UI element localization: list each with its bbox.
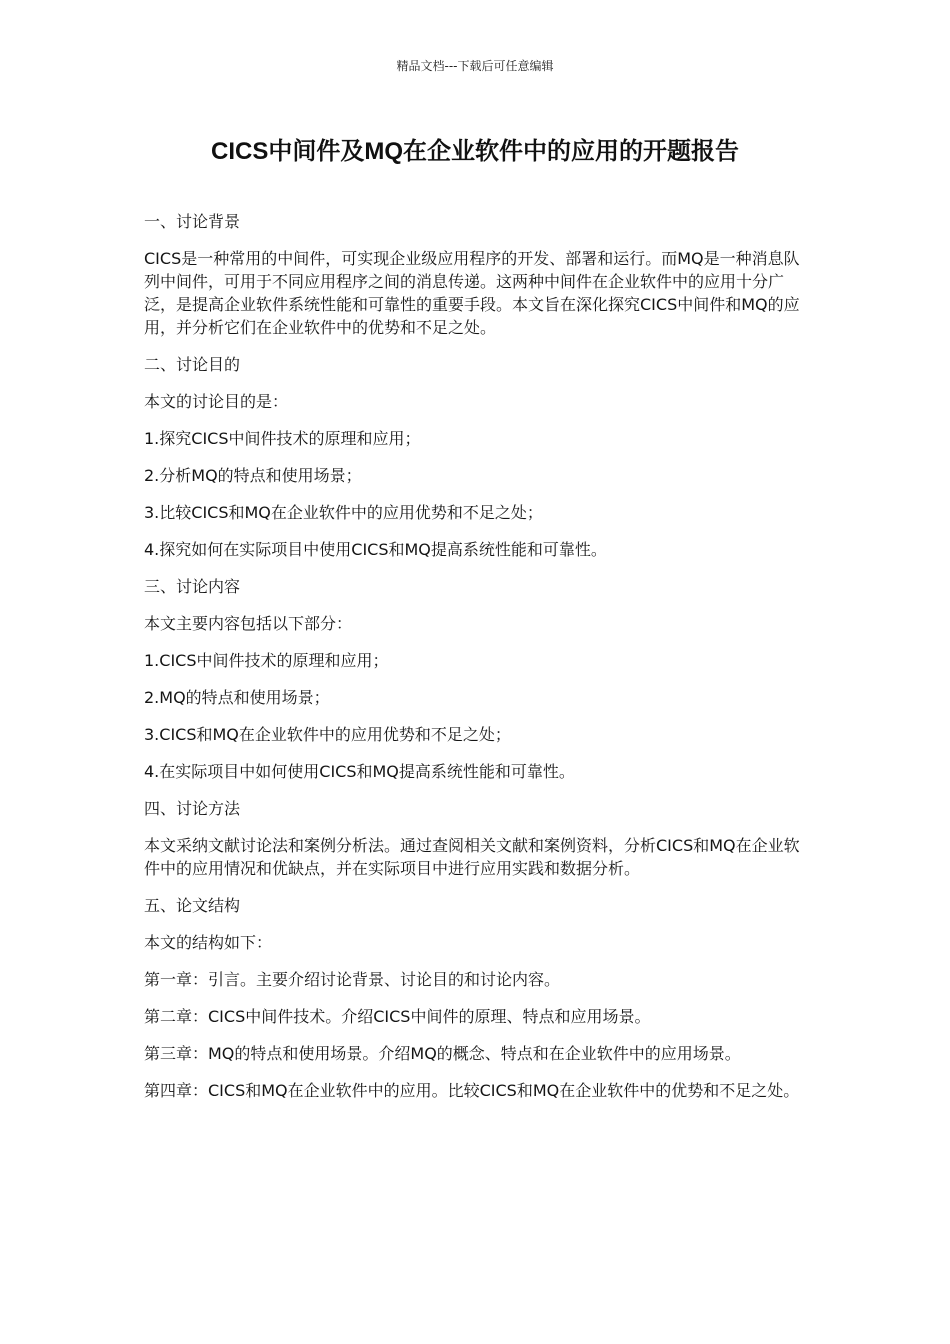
content-item-2: 2.MQ的特点和使用场景； — [144, 688, 330, 707]
section-heading-background: 一、讨论背景 — [144, 212, 241, 231]
page-header-note: 精品文档---下载后可任意编辑 — [396, 59, 554, 73]
content-item-3: 3.CICS和MQ在企业软件中的应用优势和不足之处； — [144, 725, 511, 744]
section-heading-method: 四、讨论方法 — [144, 799, 241, 818]
purpose-item-3: 3.比较CICS和MQ在企业软件中的应用优势和不足之处； — [144, 503, 543, 522]
purpose-item-2: 2.分析MQ的特点和使用场景； — [144, 466, 362, 485]
content-item-4: 4.在实际项目中如何使用CICS和MQ提高系统性能和可靠性。 — [144, 762, 575, 781]
section-heading-structure: 五、论文结构 — [144, 896, 241, 915]
paragraph-structure-intro: 本文的结构如下： — [144, 933, 273, 952]
section-heading-purpose: 二、讨论目的 — [144, 355, 241, 374]
document-title: CICS中间件及MQ在企业软件中的应用的开题报告 — [211, 138, 739, 165]
purpose-item-1: 1.探究CICS中间件技术的原理和应用； — [144, 429, 421, 448]
paragraph-method: 本文采纳文献讨论法和案例分析法。通过查阅相关文献和案例资料，分析CICS和MQ在企业软件中的应用情况和优缺点，并在实际项目中进行应用实践和数据分析。 — [144, 836, 800, 878]
paragraph-content-intro: 本文主要内容包括以下部分： — [144, 614, 353, 633]
chapter-3: 第三章：MQ的特点和使用场景。介绍MQ的概念、特点和在企业软件中的应用场景。 — [144, 1044, 741, 1063]
document-body — [144, 210, 808, 1116]
paragraph-purpose-intro: 本文的讨论目的是： — [144, 392, 289, 411]
paragraph-background: CICS是一种常用的中间件，可实现企业级应用程序的开发、部署和运行。而MQ是一种消息队列中间件，可用于不同应用程序之间的消息传递。这两种中间件在企业软件中的应用十分广泛，是提高企业软件系统性能和可靠性的重要手段。本文旨在深化探究CICS中间件和MQ的应用，并分析它们在企业软件中的优势和不足之处。 — [144, 249, 800, 337]
chapter-4: 第四章：CICS和MQ在企业软件中的应用。比较CICS和MQ在企业软件中的优势和不足之处。 — [144, 1081, 800, 1100]
chapter-2: 第二章：CICS中间件技术。介绍CICS中间件的原理、特点和应用场景。 — [144, 1007, 651, 1026]
purpose-item-4: 4.探究如何在实际项目中使用CICS和MQ提高系统性能和可靠性。 — [144, 540, 607, 559]
section-heading-content: 三、讨论内容 — [144, 577, 241, 596]
chapter-1: 第一章：引言。主要介绍讨论背景、讨论目的和讨论内容。 — [144, 970, 561, 989]
content-item-1: 1.CICS中间件技术的原理和应用； — [144, 651, 389, 670]
